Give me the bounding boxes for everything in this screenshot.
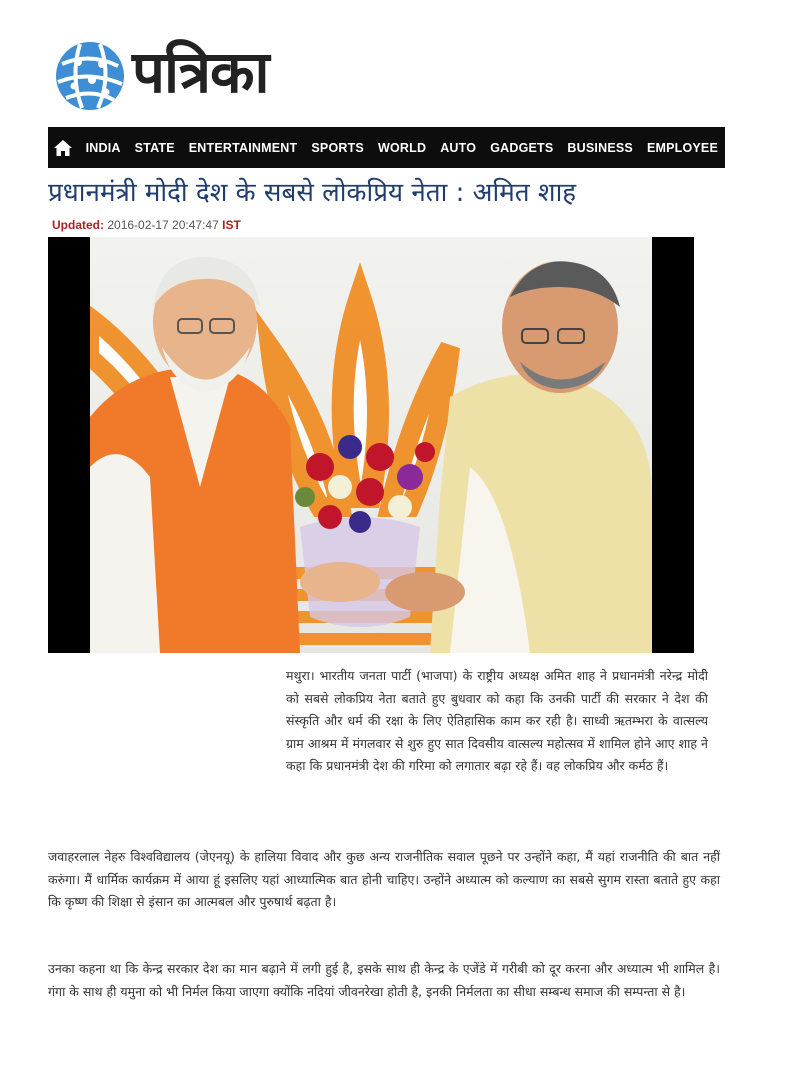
article-photo	[48, 237, 694, 653]
photo-illustration	[90, 237, 652, 653]
nav-item-india[interactable]: INDIA	[85, 140, 121, 155]
main-nav	[48, 127, 725, 168]
nav-home[interactable]	[48, 127, 79, 168]
person-left	[90, 257, 300, 653]
site-logo[interactable]	[54, 38, 314, 114]
updated-label: Updated:	[52, 218, 104, 232]
globe-network-icon	[54, 40, 126, 112]
updated-time: 2016-02-17 20:47:47	[107, 218, 219, 232]
nav-item-gadgets[interactable]: GADGETS	[490, 140, 554, 155]
brand-name: पत्रिका	[132, 38, 269, 106]
photo-scene	[90, 237, 652, 653]
article-paragraph: जवाहरलाल नेहरु विश्वविद्यालय (जेएनयू) के हालिया विवाद और कुछ अन्य राजनीतिक सवाल पूछने पर उन्होंने कहा, मैं यहां राजनीति की बात नहीं करुंगा। मैं धार्मिक कार्यक्रम में आया हूं इसलिए यहां आध्यात्मिक बात होनी चाहिए। उन्होंने अध्यात्म को कल्याण का सबसे सुगम रास्ता बताते हुए कहा कि कृष्ण की शिक्षा से इंसान का आत्मबल और पुरुषार्थ बढ़ता है।	[48, 849, 720, 909]
article-paragraph: मथुरा। भारतीय जनता पार्टी (भाजपा) के राष्ट्रीय अध्यक्ष अमित शाह ने प्रधानमंत्री नरेन्द्र मोदी को सबसे लोकप्रिय नेता बताते हुए बुधवार को कहा कि उनकी पार्टी की सरकार ने देश की संस्कृति और धर्म की रक्षा के लिए ऐतिहासिक काम कर रही है। साध्वी ऋतम्भरा के वात्सल्य ग्राम आश्रम में मंगलवार से शुरु हुए सात दिवसीय वात्सल्य महोत्सव में शामिल होने आए शाह ने कहा कि प्रधानमंत्री देश की गरिमा को लगातार बढ़ा रहे हैं। वह लोकप्रिय और कर्मठ हैं।	[286, 668, 708, 773]
nav-item-sports[interactable]: SPORTS	[311, 140, 364, 155]
nav-item-auto[interactable]: AUTO	[440, 140, 477, 155]
article-paragraph: उनका कहना था कि केन्द्र सरकार देश का मान बढ़ाने में लगी हुई है, इसके साथ ही केन्द्र के एजेंडे में गरीबी को दूर करना और अध्यात्म भी शामिल है। गंगा के साथ ही यमुना को भी निर्मल किया जाएगा क्योंकि नदियां जीवनरेखा होती है, इनकी निर्मलता का सीधा सम्बन्ध समाज की सम्पन्ता से है।	[48, 961, 720, 999]
updated-timezone: IST	[222, 218, 241, 232]
nav-item-entertainment[interactable]: ENTERTAINMENT	[188, 140, 298, 155]
home-icon	[53, 139, 73, 157]
nav-item-employee[interactable]: EMPLOYEE	[646, 140, 718, 155]
updated-timestamp	[52, 218, 241, 232]
nav-item-world[interactable]: WORLD	[377, 140, 427, 155]
nav-item-business[interactable]: BUSINESS	[567, 140, 633, 155]
nav-item-state[interactable]: STATE	[134, 140, 175, 155]
article-headline: प्रधानमंत्री मोदी देश के सबसे लोकप्रिय नेता : अमित शाह	[48, 178, 577, 208]
